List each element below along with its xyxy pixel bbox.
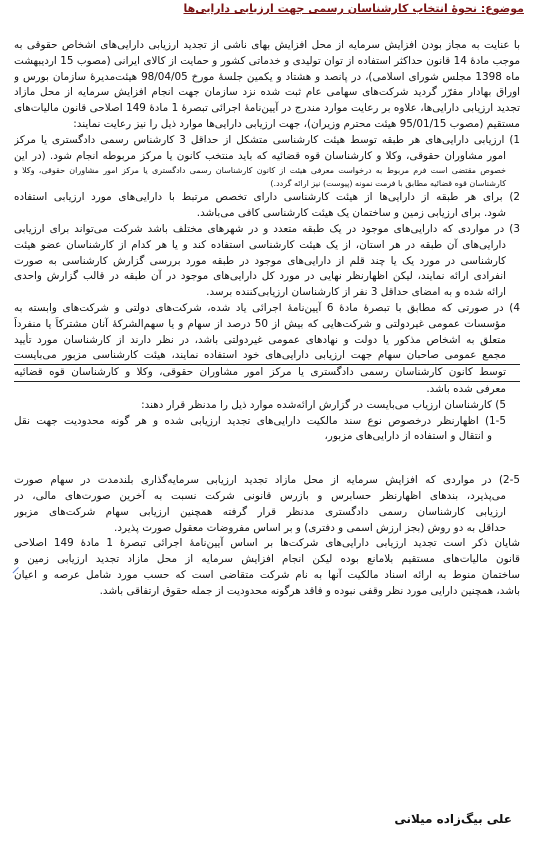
item-1-line: 1) ارزیابی دارایی‌های هر طبقه توسط هیئت کارشناسی متشکل از حداقل 3 کارشناس رسمی دادگستری یا مرکز xyxy=(14,133,520,146)
closing-line: باشد، همچنین دارایی مورد نظر وقفی نبوده و فاقد هرگونه محدودیت از جمله حقوق ارتفاقی باشد. xyxy=(99,584,520,597)
item-5-2-line: می‌پذیرد، بندهای اظهارنظر حسابرس و بازرس قانونی شرکت نسبت به آخرین صورت‌های مالی، در xyxy=(14,489,506,502)
item-4-line: 4) در صورتی که مطابق با تبصرهٔ مادهٔ 6 آیین‌نامهٔ اجرائی یاد شده، شرکت‌های دولتی و شرکت‌های وابسته به xyxy=(14,301,520,314)
item-3-line: کارشناسی در مورد یک یا چند قلم از دارایی‌های موجود در طبقه مورد بررسی گزارش کارشناسی به صورت xyxy=(14,254,506,267)
item-4-line: متعلق به اشخاص مذکور یا دولت و نهادهای عمومی غیردولتی باشد، در نظر دارند از کارشناسان مورد تأیید xyxy=(14,333,506,346)
closing-line: شایان ذکر است تجدید ارزیابی دارایی‌های شرکت‌ها بر اساس آیین‌نامهٔ اجرائی تبصرهٔ 1 مادهٔ 149 اصلاحی xyxy=(14,537,520,550)
item-5-2-line: ارزیابی کارشناسان رسمی دادگستری مدنظر قرار گرفته همچنین ارزیابی سهام شرکت‌های مزبور xyxy=(14,505,506,518)
intro-line: ماه 1398 مجلس شورای اسلامی)، در پانصد و هشتاد و یکمین جلسهٔ مورخ 98/04/05 هیئت‌مدیرهٔ سازمان بورس و xyxy=(14,70,520,83)
item-2-line: 2) برای هر طبقه از دارایی‌ها از هیئت کارشناسی دارای تخصص مرتبط با دارایی‌های مورد ارزیابی استفاده xyxy=(14,191,520,204)
intro-line: با عنایت به مجاز بودن افزایش سرمایه از محل افزایش بهای ناشی از تجدید ارزیابی دارایی‌های اشخاص حقوقی به xyxy=(14,39,520,51)
item-4-line: توسط کانون کارشناسان رسمی دادگستری یا مرکز امور مشاوران حقوقی، وکلا و کارشناسان قوه قضائیه xyxy=(14,365,520,382)
item-5-line: 5) کارشناسان ارزیاب می‌بایست در گزارش ارائه‌شده موارد ذیل را مدنظر قرار دهند: xyxy=(141,398,506,411)
item-4-line: معرفی شده باشد. xyxy=(426,382,506,395)
document-title: موضوع: نحوهٔ انتخاب کارشناسان رسمی جهت ارزیابی دارایی‌ها xyxy=(183,2,524,15)
item-3-line: دارایی‌های آن طبقه در هر استان، از یک هیئت کارشناسی استفاده کند و یا هر کدام از کارشناسان عضو هیئت xyxy=(14,238,506,251)
item-2-line: شود. برای ارزیابی زمین و ساختمان یک هیئت کارشناسی کافی می‌باشد. xyxy=(196,207,506,220)
item-3-line: انفرادی ارائه نمایند، لیکن اظهارنظر نهایی در مورد کل دارایی‌های موجود در آن طبقه در قالب گزارش واحدی xyxy=(14,270,506,283)
intro-line: مستقیم (مصوب 95/01/15 هیئت محترم وزیران)، جهت ارزیابی دارایی‌ها موارد ذیل را نیز رعایت نمایند: xyxy=(73,117,520,130)
item-5-2-line: 2-5) در مواردی که افزایش سرمایه از محل مازاد تجدید ارزیابی سرمایه‌گذاری بلندمدت در سهام صورت xyxy=(14,474,520,487)
item-4-line: مؤسسات عمومی غیردولتی و شرکت‌هایی که بیش از 50 درصد از سهام و یا سهم‌الشرکهٔ آنان مشترکاً یا منفرداً xyxy=(14,317,506,330)
closing-line: ساختمان منوط به ارائه اسناد مالکیت آنها به نام شرکت متقاضی است که حسب مورد شامل عرصه و اعیان xyxy=(14,568,520,581)
item-1-note-line: خصوص مقتضی است فرم مربوط به درخواست معرفی هیئت از کانون کارشناسان رسمی دادگستری یا مرکز امور مشاوران حقوقی، وکلا و xyxy=(14,166,506,176)
item-5-2-line: حداقل به دو روش (بجز ارزش اسمی و دفتری) و بر اساس مفروضات معقول صورت پذیرد. xyxy=(114,521,506,534)
item-3-line: 3) در مواردی که دارایی‌های موجود در یک طبقه متعدد و در شهرهای مختلف باشد شرکت می‌تواند برای ارزیابی xyxy=(14,222,520,235)
item-4-line: مجمع عمومی صاحبان سهام جهت ارزیابی دارایی‌های خود استفاده نمایند، هیئت کارشناسی مزبور می‌بایست xyxy=(14,348,520,365)
document-body xyxy=(14,38,520,600)
signature: علی بیگ‌زاده میلانی xyxy=(394,812,512,826)
item-5-1-line: و انتقال و استفاده از دارایی‌های مزبور، xyxy=(324,430,492,443)
item-1-line: امور مشاوران حقوقی، وکلا و کارشناسان قوه قضائیه که باید منتخب کانون یا مرکز مربوطه انجام شود. (در این xyxy=(14,149,506,162)
intro-line: اوراق بهادار مقرّر گردید شرکت‌های سهامی عام ثبت شده نزد سازمان جهت انجام افزایش سرمایه از محل مازاد xyxy=(14,86,520,99)
item-1-note-line: کارشناسان قوه قضائیه مطابق با فرمت نمونه (پیوست) نیز ارائه گردد.) xyxy=(270,179,506,189)
intro-line: موجب مادهٔ 14 قانون حداکثر استفاده از توان تولیدی و خدماتی کشور و حمایت از کالای ایرانی (مصوب 15 اردیبهشت xyxy=(14,54,520,67)
item-5-1-line: 1-5) اظهارنظر درخصوص نوع سند مالکیت دارایی‌های تجدید ارزیابی شده و هر گونه محدودیت جهت نقل xyxy=(14,414,506,427)
closing-line: قانون مالیات‌های مستقیم بلامانع بوده لیکن انجام افزایش سرمایه از محل مازاد تجدید ارزیابی زمین و xyxy=(14,553,520,566)
intro-line: تجدید ارزیابی دارایی‌ها، علاوه بر رعایت موارد مندرج در آیین‌نامهٔ اجرائی تبصرهٔ 1 مادهٔ 149 اصلاحی قانون مالیات‌های xyxy=(14,102,520,115)
item-3-line: ارائه شده و به امضای حداقل 3 نفر از کارشناسان ارزیابی‌کننده برسد. xyxy=(206,286,506,299)
